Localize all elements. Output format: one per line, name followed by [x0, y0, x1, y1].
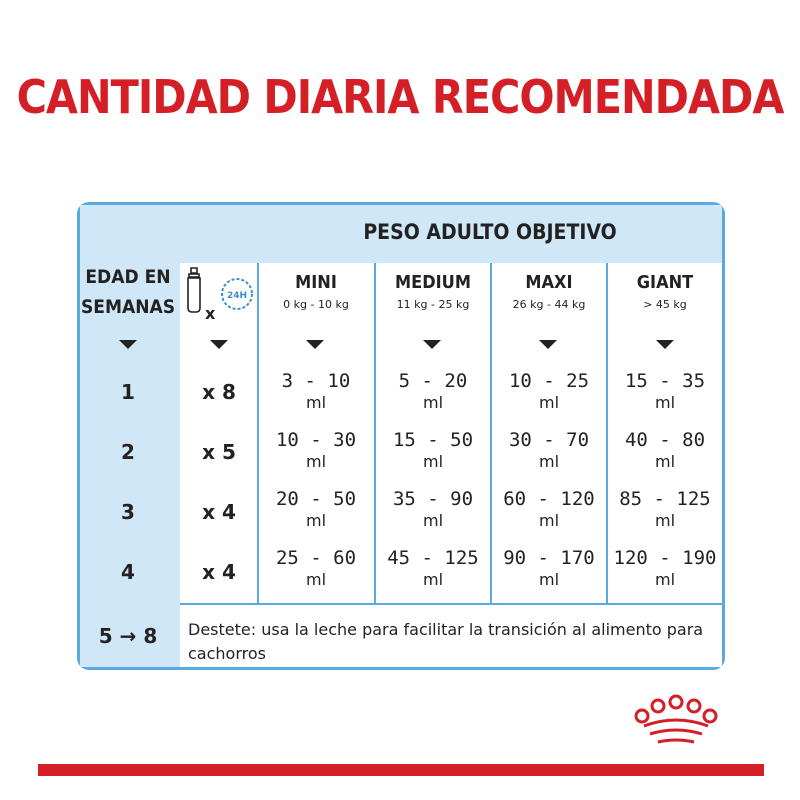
- row-divider: [180, 603, 722, 605]
- table-cell: 120 - 190 ml: [613, 547, 717, 589]
- weaning-note: Destete: usa la leche para facilitar la transición al alimento para cachorros: [188, 620, 704, 663]
- feeds-per-day: x 4: [202, 560, 236, 584]
- bottle-clock-icon: [183, 264, 257, 324]
- page-title: CANTIDAD DIARIA RECOMENDADA: [16, 70, 784, 124]
- table-header: PESO ADULTO OBJETIVO: [363, 220, 617, 244]
- table-cell: 10 - 25 ml: [508, 370, 590, 412]
- feeds-per-day: x 5: [202, 440, 236, 464]
- multiplier-mark: x: [205, 304, 216, 323]
- bottom-red-bar: [38, 764, 764, 776]
- down-arrow-icon: [423, 340, 441, 349]
- column-header-medium: MEDIUM 11 kg - 25 kg: [395, 272, 471, 311]
- down-arrow-icon: [306, 340, 324, 349]
- table-cell: 15 - 35 ml: [624, 370, 706, 412]
- column-header-giant: GIANT > 45 kg: [636, 272, 694, 311]
- feeds-per-day: x 8: [202, 380, 236, 404]
- table-cell: 5 - 20 ml: [398, 370, 468, 412]
- age-header: EDAD EN SEMANAS: [80, 266, 176, 318]
- table-cell: 3 - 10 ml: [281, 370, 351, 412]
- column-header-mini: MINI 0 kg - 10 kg: [283, 272, 349, 311]
- table-cell: 10 - 30 ml: [275, 429, 357, 471]
- crown-logo-icon: [628, 694, 724, 750]
- week-number: 4: [121, 560, 135, 584]
- table-cell: 25 - 60 ml: [275, 547, 357, 589]
- 24h-badge: 24H: [226, 291, 248, 301]
- table-cell: 15 - 50 ml: [392, 429, 474, 471]
- table-cell: 30 - 70 ml: [508, 429, 590, 471]
- week-number: 3: [121, 500, 135, 524]
- feeds-per-day: x 4: [202, 500, 236, 524]
- down-arrow-icon: [210, 340, 228, 349]
- down-arrow-icon: [656, 340, 674, 349]
- table-cell: 85 - 125 ml: [619, 488, 711, 530]
- down-arrow-icon: [539, 340, 557, 349]
- table-cell: 40 - 80 ml: [624, 429, 706, 471]
- week-number: 1: [121, 380, 135, 404]
- column-header-maxi: MAXI 26 kg - 44 kg: [512, 272, 586, 311]
- table-cell: 20 - 50 ml: [275, 488, 357, 530]
- table-cell: 35 - 90 ml: [392, 488, 474, 530]
- weaning-weeks: 5 → 8: [98, 624, 158, 648]
- table-cell: 45 - 125 ml: [387, 547, 479, 589]
- week-number: 2: [121, 440, 135, 464]
- table-cell: 90 - 170 ml: [503, 547, 595, 589]
- down-arrow-icon: [119, 340, 137, 349]
- table-cell: 60 - 120 ml: [503, 488, 595, 530]
